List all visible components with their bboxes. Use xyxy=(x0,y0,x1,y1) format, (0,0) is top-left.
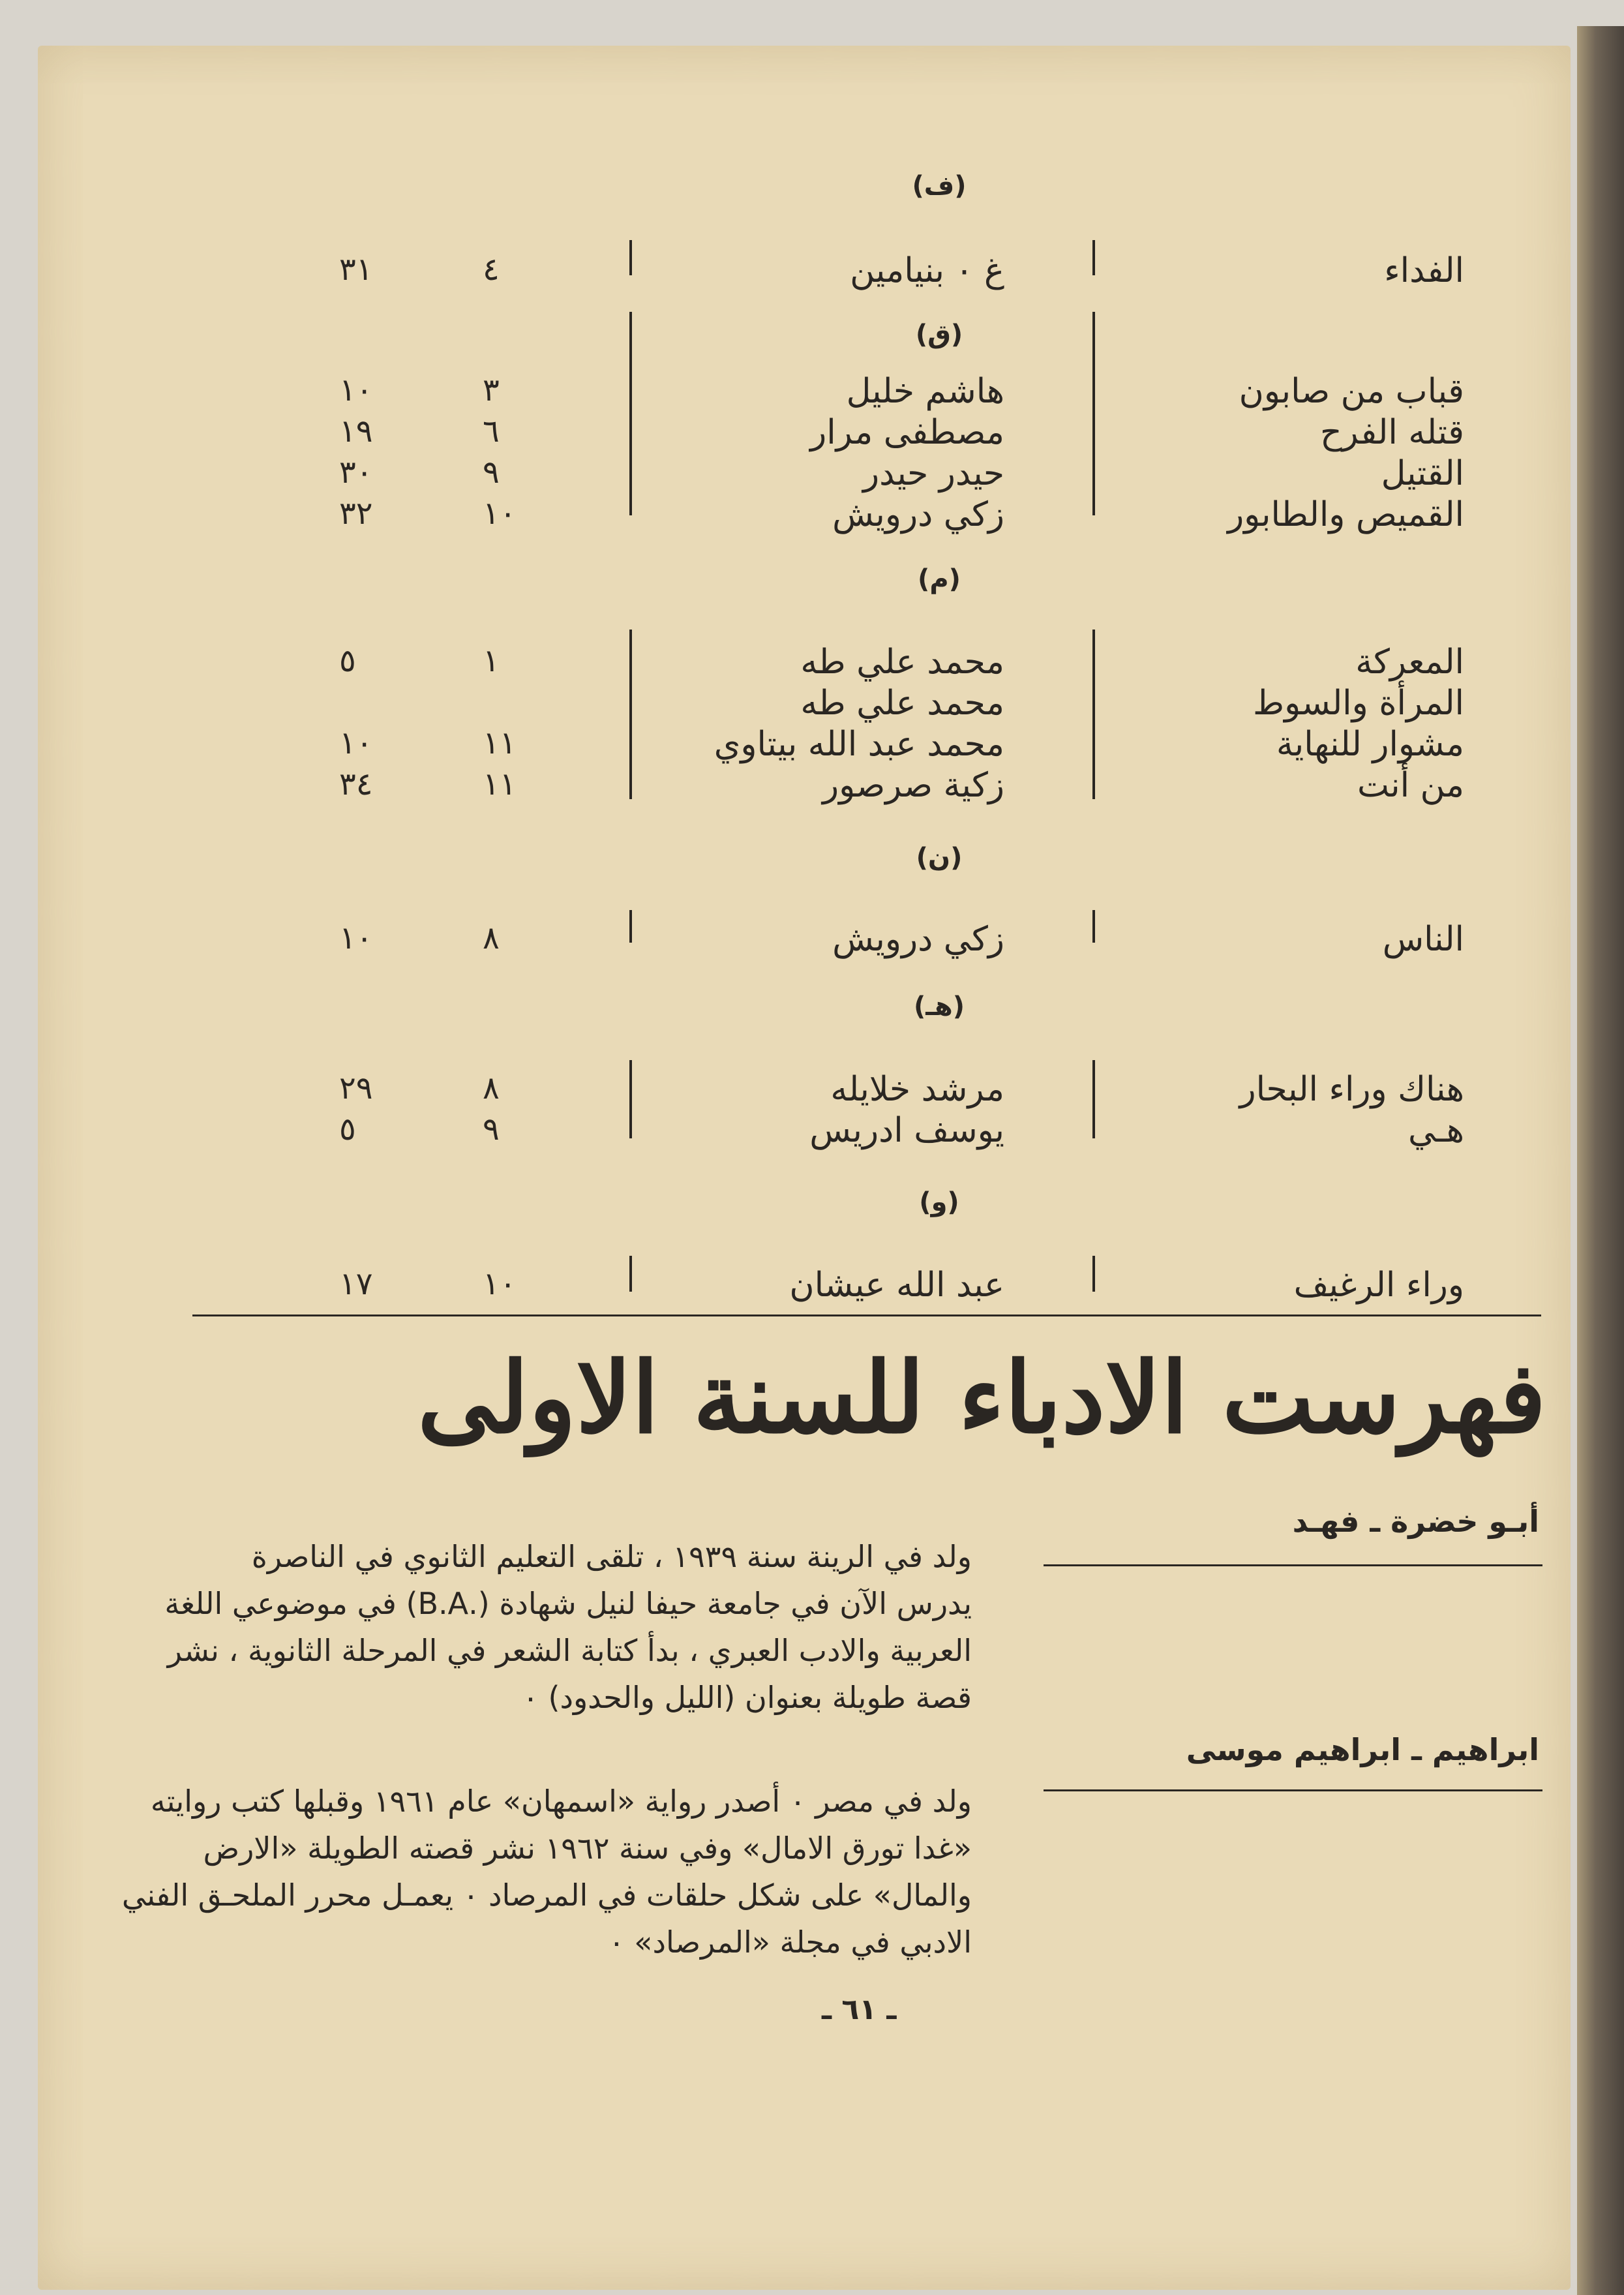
entry-author: حيدر حيدر xyxy=(862,454,1004,493)
entry-author: مصطفى مرار xyxy=(810,413,1004,452)
entry-author: محمد عبد الله بيتاوي xyxy=(714,725,1004,764)
bio-line: «غدا تورق الامال» وفي سنة ١٩٦٢ نشر قصته الطويلة «الارض xyxy=(203,1831,972,1866)
entry-page: ١٠ xyxy=(339,372,373,408)
page-number: ـ ٦١ ـ xyxy=(822,1993,897,2026)
column-divider-title xyxy=(1092,630,1095,799)
entry-author: زكية صرصور xyxy=(822,766,1004,805)
section-letter-heading: (ف) xyxy=(912,171,967,201)
entry-page: ١٧ xyxy=(339,1266,373,1302)
entry-page: ٥ xyxy=(339,643,356,679)
entry-title: القتيل xyxy=(1381,454,1464,493)
entry-issue: ١٠ xyxy=(483,495,517,532)
bio-line: العربية والادب العبري ، بدأ كتابة الشعر في المرحلة الثانوية ، نشر xyxy=(167,1633,972,1668)
author-name-2-underline xyxy=(1044,1789,1542,1791)
entry-title: الناس xyxy=(1382,920,1464,959)
entry-author: محمد علي طه xyxy=(800,684,1004,723)
bio-line: ولد في الرينة سنة ١٩٣٩ ، تلقى التعليم الثانوي في الناصرة xyxy=(251,1539,972,1574)
entry-issue: ٣ xyxy=(483,372,500,408)
entry-title: هناك وراء البحار xyxy=(1239,1070,1464,1109)
entry-page: ١٠ xyxy=(339,920,373,956)
column-divider-title xyxy=(1092,1060,1095,1138)
column-divider-title xyxy=(1092,240,1095,275)
entry-title: المرأة والسوط xyxy=(1252,684,1464,723)
entry-issue: ٨ xyxy=(483,1070,500,1106)
column-divider-title xyxy=(1092,312,1095,515)
bio-line: يدرس الآن في جامعة حيفا لنيل شهادة (.B.A) في موضوعي اللغة xyxy=(164,1586,972,1621)
entry-page: ٢٩ xyxy=(339,1070,373,1106)
section-letter-heading: (ق) xyxy=(915,320,963,350)
bio-line: والمال» على شكل حلقات في المرصاد ٠ يعمـل محرر الملحـق الفني xyxy=(121,1877,972,1913)
column-divider-author xyxy=(629,1060,632,1138)
author-bio-2 xyxy=(121,1778,972,1966)
entry-author: يوسف ادريس xyxy=(809,1111,1004,1150)
entry-title: مشوار للنهاية xyxy=(1276,725,1464,764)
authors-index-heading: فهرست الادباء للسنة الاولى xyxy=(417,1341,1546,1455)
entry-title: وراء الرغيف xyxy=(1293,1266,1464,1305)
entry-title: هـي xyxy=(1408,1111,1464,1150)
bio-line: قصة طويلة بعنوان (الليل والحدود) ٠ xyxy=(522,1680,972,1715)
entry-issue: ٤ xyxy=(483,251,500,288)
entry-issue: ١ xyxy=(483,643,500,679)
author-bio-1 xyxy=(164,1533,972,1721)
entry-author: محمد علي طه xyxy=(800,643,1004,682)
entry-author: هاشم خليل xyxy=(846,372,1004,411)
column-divider-author xyxy=(629,630,632,799)
entry-title: الفداء xyxy=(1384,251,1464,290)
entry-author: غ ٠ بنيامين xyxy=(850,251,1004,290)
author-name-2: ابراهيم ـ ابراهيم موسى xyxy=(1186,1732,1539,1767)
entry-page: ٣١ xyxy=(339,251,373,288)
column-divider-title xyxy=(1092,910,1095,943)
entry-author: زكي درويش xyxy=(832,495,1004,534)
column-divider-author xyxy=(629,312,632,515)
entry-page: ٣٢ xyxy=(339,495,373,532)
column-divider-author xyxy=(629,1256,632,1292)
entry-issue: ٨ xyxy=(483,920,500,956)
bio-line: ولد في مصر ٠ أصدر رواية «اسمهان» عام ١٩٦١ وقبلها كتب روايته xyxy=(150,1784,972,1819)
entry-title: من أنت xyxy=(1357,766,1464,805)
entry-page: ١٠ xyxy=(339,725,373,761)
entry-title: القميص والطابور xyxy=(1227,495,1464,534)
column-divider-author xyxy=(629,240,632,275)
entry-page: ٥ xyxy=(339,1111,356,1148)
entry-title: قباب من صابون xyxy=(1239,372,1464,411)
entry-issue: ٩ xyxy=(483,454,500,491)
entry-issue: ١١ xyxy=(483,766,517,802)
section-letter-heading: (م) xyxy=(918,564,961,594)
entry-issue: ٩ xyxy=(483,1111,500,1148)
entry-title: قتله الفرح xyxy=(1319,413,1464,452)
column-divider-author xyxy=(629,910,632,943)
entry-page: ٣٤ xyxy=(339,766,373,802)
entry-author: مرشد خلايله xyxy=(830,1070,1004,1109)
author-name-1-underline xyxy=(1044,1564,1542,1566)
bio-line: الادبي في مجلة «المرصاد» ٠ xyxy=(608,1924,972,1960)
entry-page: ٣٠ xyxy=(339,454,373,491)
entry-page: ١٩ xyxy=(339,413,373,449)
entry-issue: ٦ xyxy=(483,413,500,449)
entry-author: عبد الله عيشان xyxy=(789,1266,1004,1305)
section-letter-heading: (ن) xyxy=(916,843,963,873)
entry-issue: ١١ xyxy=(483,725,517,761)
entry-author: زكي درويش xyxy=(832,920,1004,959)
binding-spine xyxy=(1577,26,1624,2295)
column-divider-title xyxy=(1092,1256,1095,1292)
section-letter-heading: (هـ) xyxy=(914,992,965,1022)
author-name-1: أبـو خضرة ـ فهـد xyxy=(1292,1504,1539,1539)
divider-line xyxy=(192,1315,1541,1316)
entry-title: المعركة xyxy=(1355,643,1464,682)
entry-issue: ١٠ xyxy=(483,1266,517,1302)
section-letter-heading: (و) xyxy=(919,1187,959,1217)
